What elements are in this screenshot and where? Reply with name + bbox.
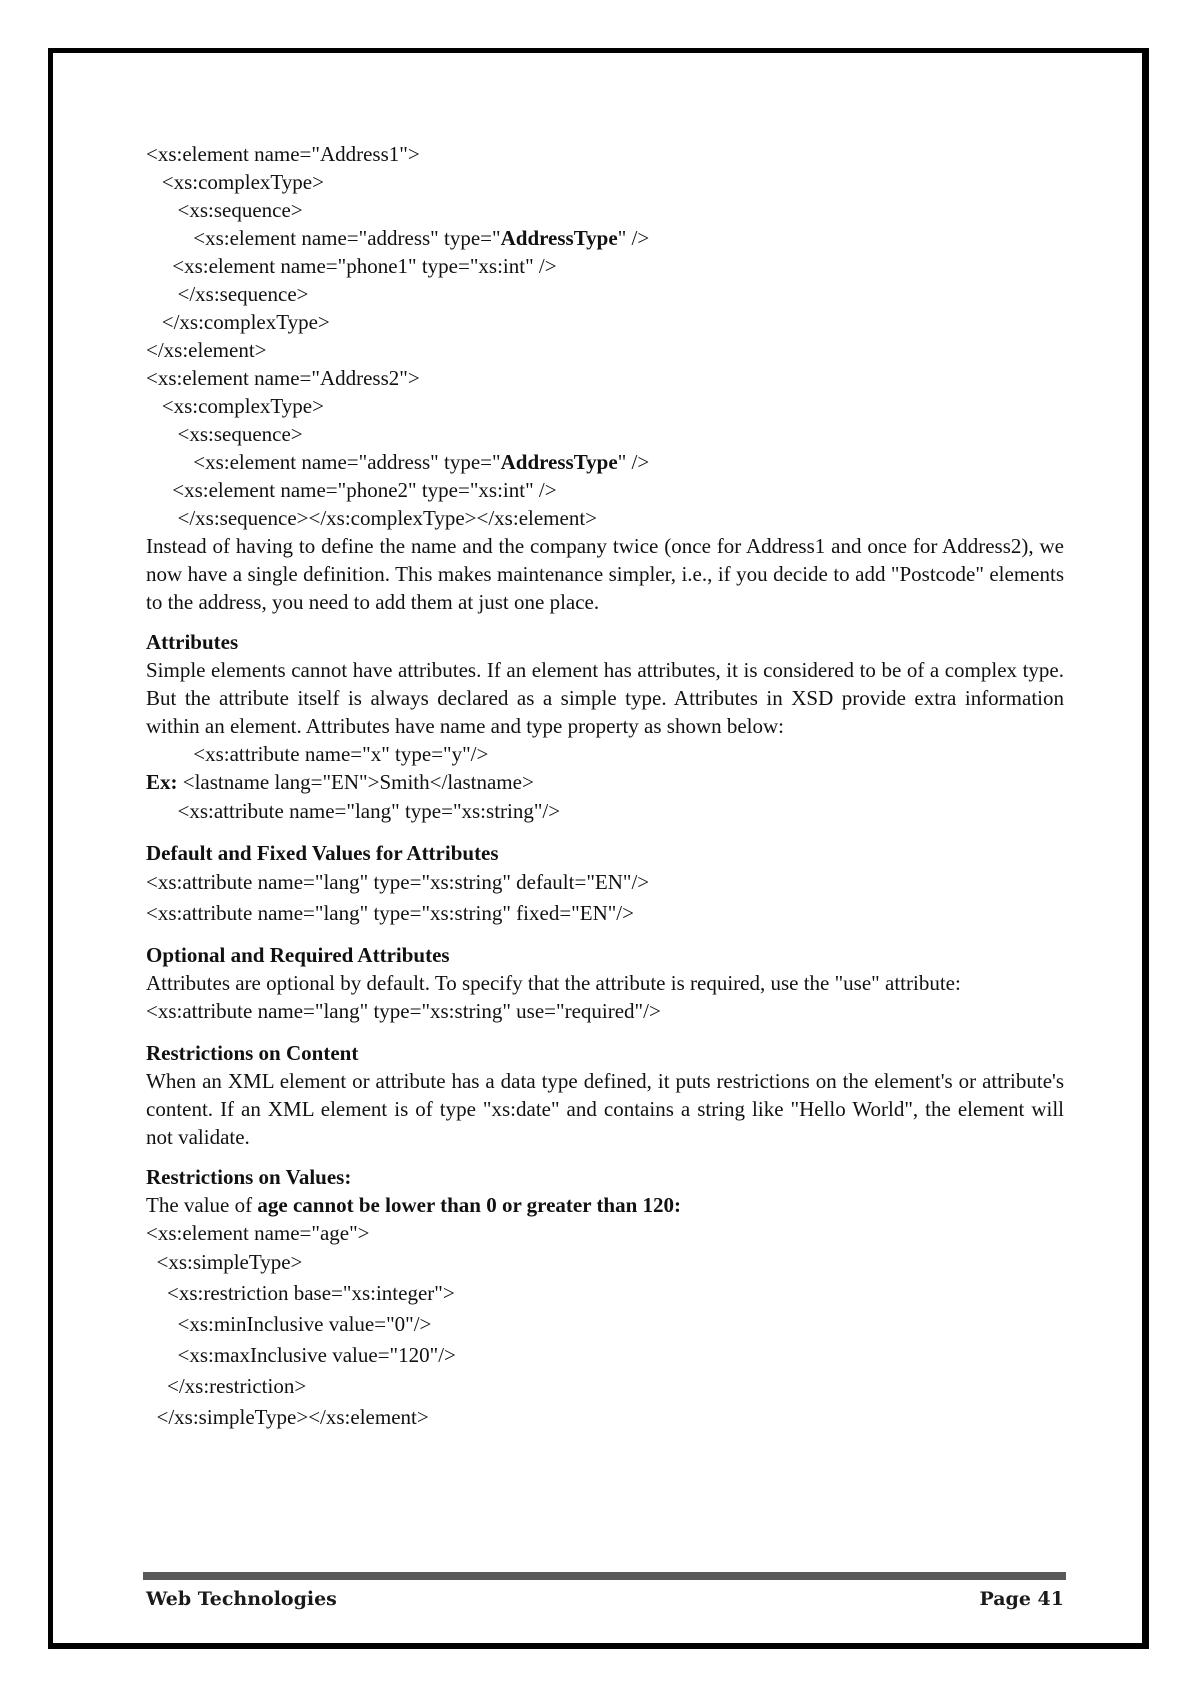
code-line: <xs:attribute name="lang" type="xs:string" default="EN"/>: [146, 870, 650, 894]
example-code: <lastname lang="EN">Smith</lastname>: [177, 770, 534, 794]
section-restrictions-values: [146, 1163, 1064, 1433]
section-heading: Attributes: [146, 630, 239, 654]
example-line: [146, 768, 1064, 796]
code-line: </xs:complexType>: [146, 310, 330, 334]
code-line: <xs:complexType>: [146, 170, 324, 194]
page-footer: [146, 1585, 1064, 1613]
code-line: <xs:maxInclusive value="120"/>: [146, 1343, 456, 1367]
section-body: When an XML element or attribute has a data type defined, it puts restrictions on the element's or attribute's content. If an XML element is of type "xs:date" and contains a string like "Hello World", the element will not validate.: [146, 1069, 1064, 1149]
section-heading: Restrictions on Content: [146, 1041, 359, 1065]
section-heading: Restrictions on Values:: [146, 1165, 352, 1189]
code-line: </xs:sequence>: [146, 282, 309, 306]
code-line: <xs:element name="phone1" type="xs:int" />: [146, 254, 557, 278]
section-restrictions-content: [146, 1039, 1064, 1151]
code-text: " />: [617, 226, 650, 250]
footer-title: Web Technologies: [146, 1588, 337, 1610]
paragraph-address-explanation: Instead of having to define the name and the company twice (once for Address1 and once for Address2), we now have a single definition. This makes maintenance simpler, i.e., if you decide to add "Postcode" elements to the address, you need to add them at just one place.: [146, 534, 1064, 614]
page-number: Page 41: [979, 1588, 1064, 1610]
code-line: <xs:restriction base="xs:integer">: [146, 1281, 455, 1305]
code-text: " />: [617, 450, 650, 474]
section-attributes: [146, 628, 1064, 827]
code-line: <xs:complexType>: [146, 394, 324, 418]
intro-line: [146, 1191, 1064, 1219]
code-line: </xs:element>: [146, 338, 267, 362]
code-text: <xs:element name="address" type=": [146, 450, 501, 474]
code-line: [146, 448, 1064, 476]
code-line: [146, 224, 1064, 252]
footer-rule: [143, 1572, 1066, 1580]
code-line: <xs:attribute name="lang" type="xs:string" fixed="EN"/>: [146, 901, 634, 925]
code-line: <xs:sequence>: [146, 422, 303, 446]
code-line: <xs:attribute name="lang" type="xs:string" use="required"/>: [146, 999, 661, 1023]
section-heading: Optional and Required Attributes: [146, 943, 450, 967]
section-heading: Default and Fixed Values for Attributes: [146, 841, 499, 865]
code-block-address: [146, 140, 1064, 532]
code-line: <xs:simpleType>: [146, 1250, 303, 1274]
intro-text: The value of: [146, 1193, 258, 1217]
code-type-bold: AddressType: [500, 450, 618, 474]
code-line: <xs:minInclusive value="0"/>: [146, 1312, 432, 1336]
code-line: </xs:sequence></xs:complexType></xs:element>: [146, 506, 597, 530]
code-line: </xs:simpleType></xs:element>: [146, 1405, 429, 1429]
intro-bold-text: age cannot be lower than 0 or greater than 120:: [257, 1193, 682, 1217]
section-body: Attributes are optional by default. To specify that the attribute is required, use the "use" attribute:: [146, 971, 961, 995]
code-line: <xs:element name="Address1">: [146, 142, 420, 166]
code-line: <xs:element name="age">: [146, 1221, 370, 1245]
section-default-fixed: [146, 839, 1064, 929]
code-line: </xs:restriction>: [146, 1374, 307, 1398]
page-content: [146, 140, 1064, 1433]
code-line: <xs:sequence>: [146, 198, 303, 222]
example-label: Ex:: [146, 770, 178, 794]
section-optional-required: [146, 941, 1064, 1025]
code-text: <xs:element name="address" type=": [146, 226, 501, 250]
section-body: Simple elements cannot have attributes. If an element has attributes, it is considered to be of a complex type. But the attribute itself is always declared as a simple type. Attributes in XSD provide extra information within an element. Attributes have name and type property as shown below:: [146, 658, 1064, 738]
code-line: <xs:element name="phone2" type="xs:int" />: [146, 478, 557, 502]
code-type-bold: AddressType: [500, 226, 618, 250]
code-line: <xs:attribute name="lang" type="xs:string"/>: [146, 799, 561, 823]
code-line: <xs:attribute name="x" type="y"/>: [146, 742, 489, 766]
code-line: <xs:element name="Address2">: [146, 366, 420, 390]
